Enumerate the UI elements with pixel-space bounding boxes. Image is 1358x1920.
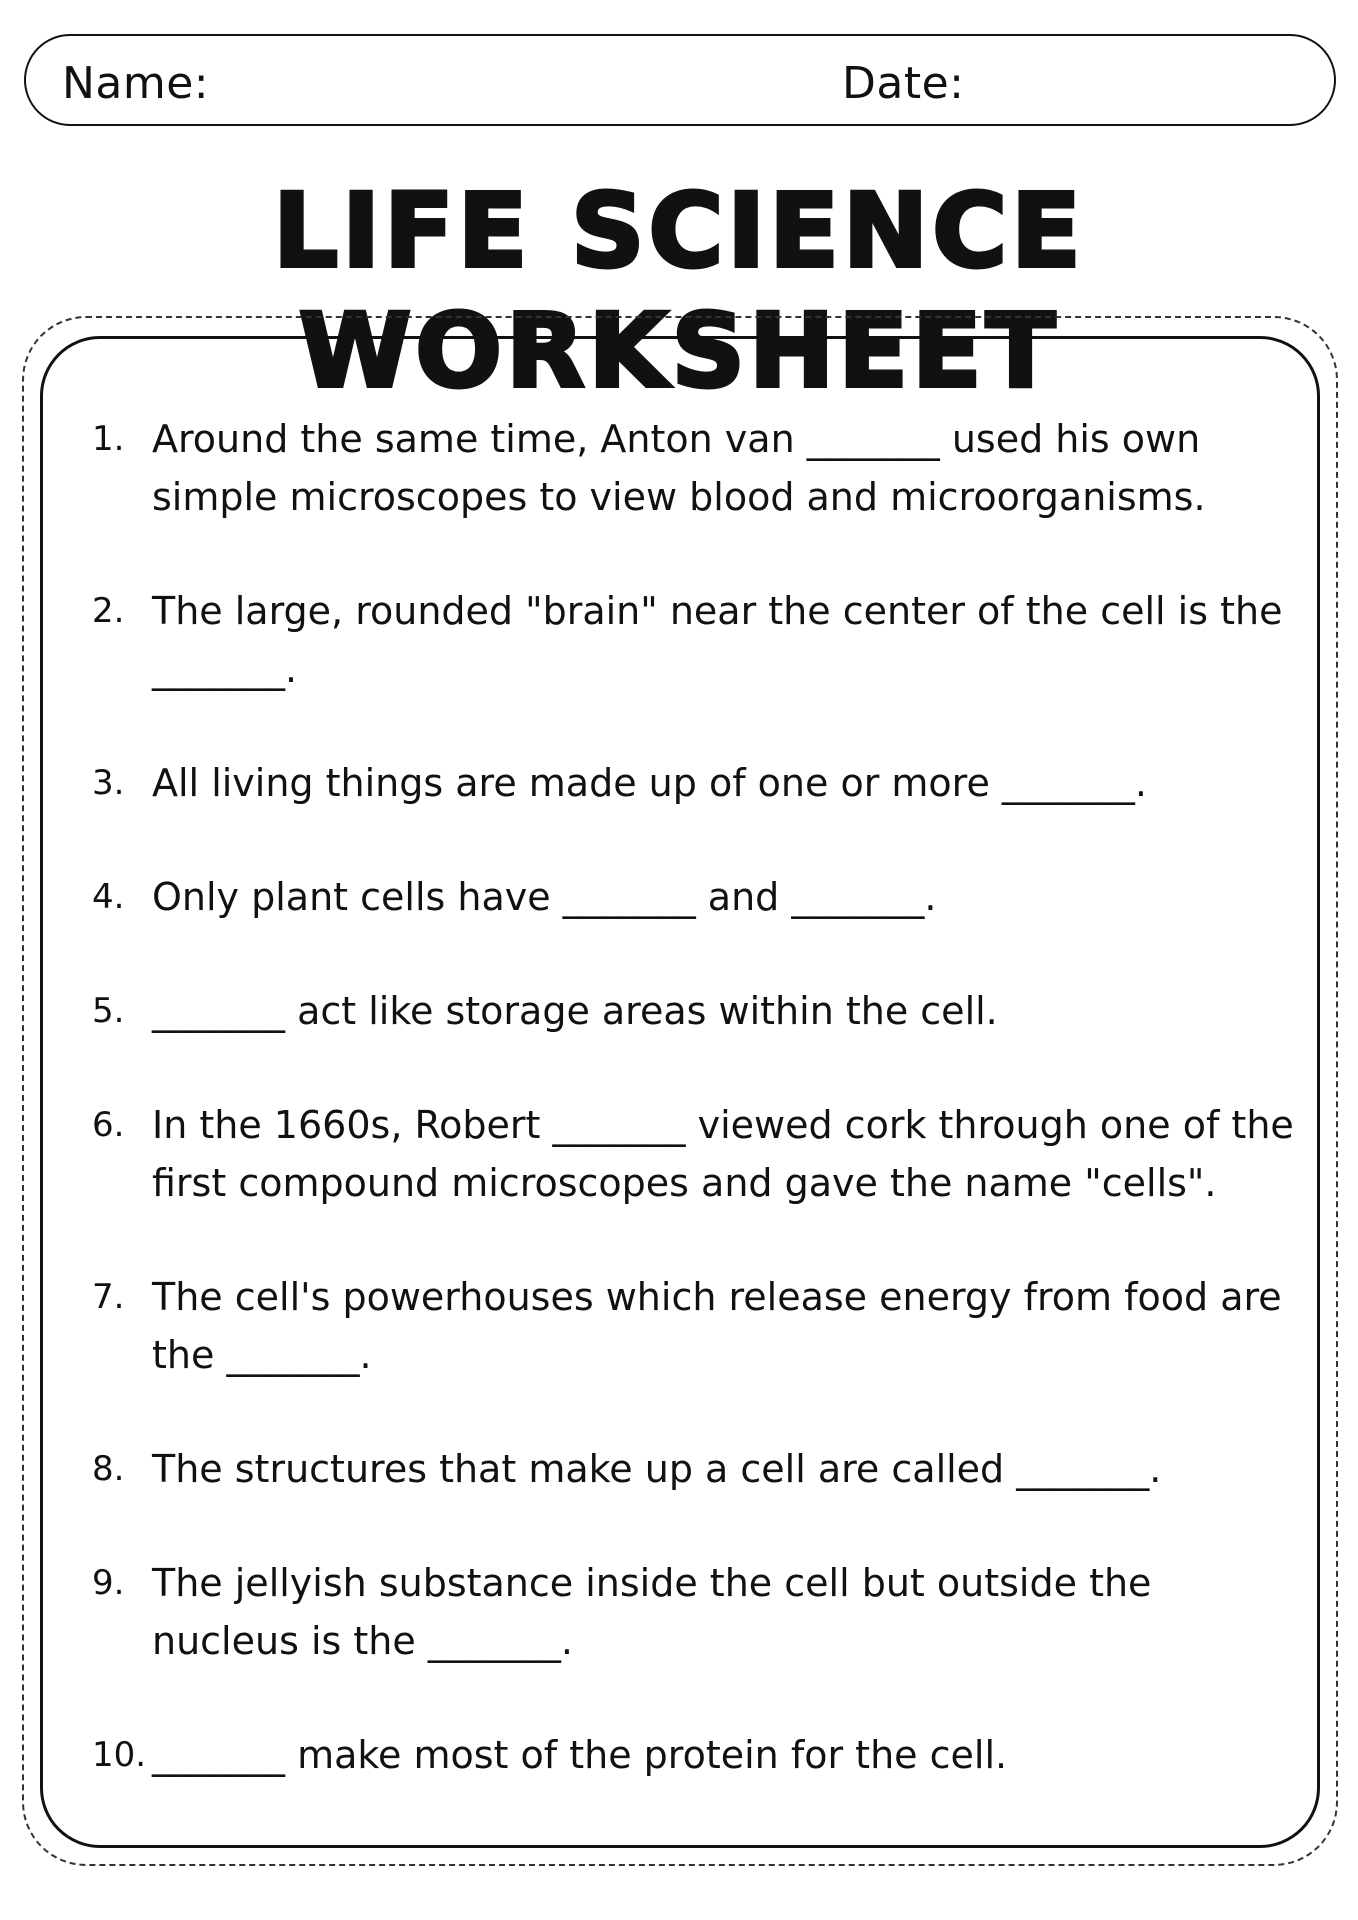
question-text: _______ make most of the protein for the cell.: [152, 1733, 1008, 1777]
question-text: All living things are made up of one or more _______.: [152, 761, 1147, 805]
name-label: Name:: [62, 58, 210, 109]
question-number: 2.: [92, 591, 125, 631]
question-text: The cell's powerhouses which release energy from food are the _______.: [152, 1275, 1282, 1377]
worksheet-title: LIFE SCIENCE WORKSHEET: [273, 172, 1085, 411]
date-label: Date:: [842, 58, 965, 109]
question-text: The large, rounded "brain" near the center of the cell is the _______.: [152, 589, 1283, 691]
question-number: 4.: [92, 877, 125, 917]
question-number: 9.: [92, 1563, 125, 1603]
question-number: 3.: [92, 763, 125, 803]
question-number: 6.: [92, 1105, 125, 1145]
question-number: 10.: [92, 1735, 147, 1775]
question-text: The jellyish substance inside the cell but outside the nucleus is the _______.: [152, 1561, 1152, 1663]
question-number: 7.: [92, 1277, 125, 1317]
question-number: 1.: [92, 419, 125, 459]
question-text: In the 1660s, Robert _______ viewed cork through one of the first compound microscopes and gave the name "cells".: [152, 1103, 1294, 1205]
question-text: _______ act like storage areas within the cell.: [152, 989, 998, 1033]
question-number: 5.: [92, 991, 125, 1031]
name-date-bar: [24, 34, 1336, 126]
question-text: Only plant cells have _______ and _______.: [152, 875, 937, 919]
question-text: Around the same time, Anton van _______ used his own simple microscopes to view blood and microorganisms.: [152, 417, 1206, 519]
question-text: The structures that make up a cell are called _______.: [152, 1447, 1162, 1491]
question-number: 8.: [92, 1449, 125, 1489]
